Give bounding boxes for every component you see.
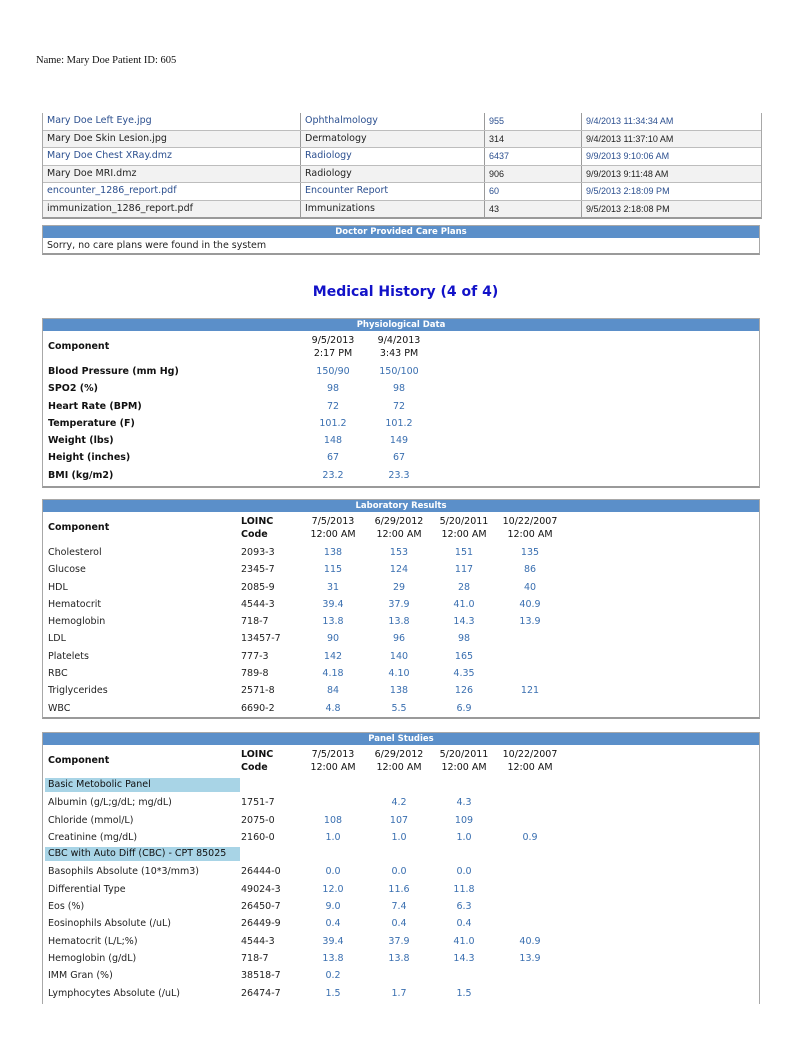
- result-value[interactable]: 150/100: [379, 366, 419, 377]
- date-column-header: [429, 748, 499, 774]
- date-column-header: [495, 748, 565, 774]
- result-value[interactable]: 135: [520, 547, 540, 558]
- result-value[interactable]: 126: [454, 685, 474, 697]
- result-value[interactable]: 0.4: [325, 918, 341, 930]
- component-name: Platelets: [48, 650, 89, 662]
- result-value[interactable]: 40.9: [519, 598, 541, 610]
- loinc-code: 6690-2: [241, 702, 275, 714]
- table-row: [43, 967, 759, 984]
- file-row: [43, 166, 761, 184]
- component-name: BMI (kg/m2): [48, 469, 114, 481]
- physiological-data-table: [43, 331, 759, 484]
- component-name: HDL: [48, 581, 68, 593]
- result-value[interactable]: 67: [392, 452, 406, 464]
- component-name: Cholesterol: [48, 547, 102, 558]
- panel-studies-panel: [42, 732, 760, 1004]
- panel-studies-header: Panel Studies: [43, 733, 759, 745]
- result-value[interactable]: 138: [323, 547, 343, 558]
- result-value[interactable]: 138: [389, 685, 409, 697]
- date-column-header: [364, 748, 434, 774]
- date-header-date: 6/29/2012: [374, 749, 424, 760]
- component-name: Hematocrit (L/L;%): [48, 935, 138, 947]
- result-value[interactable]: 4.18: [322, 668, 344, 680]
- table-header-row: [43, 331, 759, 363]
- table-row: [43, 380, 759, 397]
- file-row: [43, 113, 761, 131]
- table-row: [43, 467, 759, 484]
- component-header: Component: [48, 755, 110, 766]
- result-value[interactable]: 1.5: [456, 987, 472, 999]
- result-value[interactable]: 86: [523, 564, 537, 576]
- date-column-header: [429, 515, 499, 541]
- result-value[interactable]: 0.2: [325, 970, 341, 982]
- table-row: [43, 812, 759, 829]
- result-value[interactable]: 6.9: [456, 702, 472, 714]
- file-department[interactable]: Ophthalmology: [301, 113, 485, 130]
- table-row: [43, 648, 759, 665]
- file-row: [43, 148, 761, 166]
- loinc-header: [241, 515, 273, 541]
- result-value[interactable]: 1.5: [325, 987, 341, 999]
- component-name: Height (inches): [48, 452, 131, 464]
- result-value[interactable]: 108: [323, 814, 343, 826]
- component-name: Creatinine (mg/dL): [48, 831, 138, 843]
- file-date: 9/4/2013 11:34:34 AM: [586, 116, 674, 126]
- result-value[interactable]: 9.0: [325, 901, 341, 913]
- result-value[interactable]: 31: [326, 581, 340, 593]
- result-value[interactable]: 1.0: [391, 831, 407, 843]
- component-name: Glucose: [48, 564, 86, 576]
- loinc-code: 789-8: [241, 668, 269, 680]
- file-size: 955: [485, 113, 582, 130]
- component-header: Component: [48, 522, 110, 533]
- loinc-header-line: LOINC: [241, 749, 274, 760]
- component-name: Hematocrit: [48, 598, 102, 610]
- loinc-code: 13457-7: [241, 633, 281, 645]
- component-name: Basophils Absolute (10*3/mm3): [48, 866, 199, 878]
- result-value[interactable]: 13.8: [388, 952, 410, 964]
- loinc-code: 26474-7: [241, 987, 281, 999]
- result-value[interactable]: 67: [326, 452, 340, 464]
- result-value[interactable]: 41.0: [453, 598, 475, 610]
- result-value[interactable]: 0.9: [522, 831, 538, 843]
- result-value[interactable]: 107: [389, 814, 409, 826]
- loinc-header-line: LOINC: [241, 516, 274, 527]
- result-value[interactable]: 0.4: [456, 918, 472, 930]
- file-size: 60: [485, 183, 582, 200]
- date-header-time: 12:00 AM: [376, 762, 422, 773]
- result-value[interactable]: 124: [389, 564, 409, 576]
- physiological-data-header: Physiological Data: [43, 319, 759, 331]
- component-name: RBC: [48, 668, 68, 680]
- result-value[interactable]: 96: [392, 633, 406, 645]
- loinc-code: 2160-0: [241, 831, 275, 843]
- file-date: 9/5/2013 2:18:09 PM: [586, 186, 670, 196]
- component-name: Temperature (F): [48, 417, 135, 429]
- table-row: [43, 544, 759, 561]
- loinc-header-line: Code: [241, 529, 268, 540]
- date-header-time: 12:00 AM: [310, 762, 356, 773]
- component-name: LDL: [48, 633, 66, 645]
- file-name: Mary Doe Skin Lesion.jpg: [43, 131, 301, 148]
- result-value[interactable]: 4.2: [391, 797, 407, 809]
- table-row: [43, 363, 759, 380]
- table-row: [43, 561, 759, 578]
- loinc-code: 2085-9: [241, 581, 275, 593]
- result-value[interactable]: 11.8: [453, 883, 475, 895]
- table-row: [43, 398, 759, 415]
- date-header-date: 5/20/2011: [439, 749, 489, 760]
- result-value[interactable]: 28: [457, 581, 471, 593]
- loinc-code: 2075-0: [241, 814, 275, 826]
- file-department: Radiology: [301, 166, 485, 183]
- file-row: [43, 183, 761, 201]
- component-name: Hemoglobin: [48, 616, 106, 628]
- result-value[interactable]: 150/90: [316, 366, 350, 377]
- file-row: [43, 201, 761, 218]
- patient-info: Name: Mary Doe Patient ID: 605: [36, 55, 177, 66]
- file-name[interactable]: Mary Doe Chest XRay.dmz: [43, 148, 301, 165]
- table-row: [43, 915, 759, 932]
- table-row: [43, 682, 759, 699]
- result-value[interactable]: 101.2: [385, 417, 413, 429]
- result-value[interactable]: 12.0: [322, 883, 344, 895]
- loinc-code: 26449-9: [241, 918, 281, 930]
- result-value[interactable]: 13.9: [519, 952, 541, 964]
- table-row: [43, 613, 759, 630]
- file-name[interactable]: Mary Doe Left Eye.jpg: [43, 113, 301, 130]
- laboratory-results-panel: [42, 499, 760, 719]
- result-value[interactable]: 151: [454, 547, 474, 558]
- table-row: [43, 432, 759, 449]
- date-column-header: [298, 334, 368, 360]
- result-value[interactable]: 1.0: [325, 831, 341, 843]
- result-value[interactable]: 98: [326, 383, 340, 395]
- result-value[interactable]: 109: [454, 814, 474, 826]
- loinc-header-line: Code: [241, 762, 268, 773]
- date-header-date: 7/5/2013: [311, 749, 355, 760]
- result-value[interactable]: 13.9: [519, 616, 541, 628]
- file-size: 906: [485, 166, 582, 183]
- panel-group-label: Basic Metobolic Panel: [45, 778, 240, 792]
- result-value[interactable]: 1.7: [391, 987, 407, 999]
- result-value[interactable]: 72: [326, 400, 340, 412]
- result-value[interactable]: 7.4: [391, 901, 407, 913]
- table-row: [43, 985, 759, 1002]
- result-value[interactable]: 1.0: [456, 831, 472, 843]
- result-value[interactable]: 13.8: [322, 616, 344, 628]
- file-date: 9/9/2013 9:11:48 AM: [586, 168, 669, 179]
- loinc-code: 4544-3: [241, 598, 275, 610]
- table-row: [43, 449, 759, 466]
- group-row: [43, 846, 759, 863]
- table-row: [43, 881, 759, 898]
- result-value[interactable]: 98: [457, 633, 471, 645]
- table-row: [43, 950, 759, 967]
- component-name: Eosinophils Absolute (/uL): [48, 918, 172, 930]
- component-name: IMM Gran (%): [48, 970, 113, 982]
- section-title: Medical History (4 of 4): [312, 284, 499, 300]
- table-row: [43, 579, 759, 596]
- file-row: [43, 131, 761, 149]
- result-value[interactable]: 0.0: [325, 866, 341, 878]
- table-header-row: [43, 745, 759, 777]
- date-header-time: 3:43 PM: [379, 348, 419, 359]
- result-value[interactable]: 39.4: [322, 935, 344, 947]
- result-value[interactable]: 140: [389, 650, 409, 662]
- physiological-data-panel: [42, 318, 760, 488]
- file-department[interactable]: Radiology: [301, 148, 485, 165]
- laboratory-results-header: Laboratory Results: [43, 500, 759, 512]
- component-name: Lymphocytes Absolute (/uL): [48, 987, 181, 999]
- result-value[interactable]: 115: [323, 564, 343, 576]
- date-header-time: 12:00 AM: [376, 529, 422, 540]
- result-value[interactable]: 149: [389, 435, 409, 447]
- date-header-date: 10/22/2007: [502, 516, 558, 527]
- component-name: Albumin (g/L;g/dL; mg/dL): [48, 797, 172, 809]
- file-name: Mary Doe MRI.dmz: [43, 166, 301, 183]
- file-size: 43: [485, 201, 582, 218]
- component-name: Heart Rate (BPM): [48, 400, 142, 412]
- result-value[interactable]: 153: [389, 547, 409, 558]
- loinc-code: 26450-7: [241, 901, 281, 913]
- loinc-code: 2345-7: [241, 564, 275, 576]
- result-value[interactable]: 11.6: [388, 883, 410, 895]
- date-header-time: 12:00 AM: [507, 762, 553, 773]
- result-value[interactable]: 40: [523, 581, 537, 593]
- files-table: [42, 113, 762, 219]
- result-value[interactable]: 4.3: [456, 797, 472, 809]
- table-row: [43, 794, 759, 811]
- loinc-code: 2093-3: [241, 547, 275, 558]
- care-plans-message: Sorry, no care plans were found in the system: [47, 240, 267, 251]
- component-name: WBC: [48, 702, 71, 714]
- result-value[interactable]: 4.35: [453, 668, 475, 680]
- result-value[interactable]: 40.9: [519, 935, 541, 947]
- result-value[interactable]: 37.9: [388, 935, 410, 947]
- table-row: [43, 596, 759, 613]
- component-header: Component: [48, 341, 110, 352]
- date-header-date: 5/20/2011: [439, 516, 489, 527]
- date-header-date: 7/5/2013: [311, 516, 355, 527]
- result-value[interactable]: 23.3: [388, 469, 410, 481]
- result-value[interactable]: 6.3: [456, 901, 472, 913]
- date-header-time: 12:00 AM: [441, 529, 487, 540]
- date-header-time: 12:00 AM: [507, 529, 553, 540]
- result-value[interactable]: 13.8: [388, 616, 410, 628]
- result-value[interactable]: 117: [454, 564, 474, 576]
- date-header-time: 12:00 AM: [310, 529, 356, 540]
- date-header-date: 6/29/2012: [374, 516, 424, 527]
- loinc-code: 1751-7: [241, 797, 275, 809]
- date-column-header: [298, 748, 368, 774]
- component-name: Weight (lbs): [48, 435, 114, 447]
- date-header-date: 9/5/2013: [311, 335, 355, 346]
- care-plans-header: Doctor Provided Care Plans: [43, 226, 759, 238]
- result-value[interactable]: 142: [323, 650, 343, 662]
- table-row: [43, 933, 759, 950]
- laboratory-results-table: [43, 512, 759, 717]
- result-value[interactable]: 14.3: [453, 616, 475, 628]
- result-value[interactable]: 14.3: [453, 952, 475, 964]
- component-name: Triglycerides: [48, 685, 108, 697]
- result-value[interactable]: 84: [326, 685, 340, 697]
- loinc-code: 718-7: [241, 616, 269, 628]
- loinc-code: 38518-7: [241, 970, 281, 982]
- table-row: [43, 863, 759, 880]
- result-value[interactable]: 5.5: [391, 702, 407, 714]
- result-value[interactable]: 39.4: [322, 598, 344, 610]
- file-size: 314: [485, 131, 582, 148]
- result-value[interactable]: 13.8: [322, 952, 344, 964]
- result-value[interactable]: 0.4: [391, 918, 407, 930]
- panel-group-label: CBC with Auto Diff (CBC) - CPT 85025: [45, 847, 240, 861]
- result-value[interactable]: 98: [392, 383, 406, 395]
- file-department[interactable]: Encounter Report: [301, 183, 485, 200]
- component-name: Hemoglobin (g/dL): [48, 952, 137, 964]
- table-row: [43, 665, 759, 682]
- component-name: Blood Pressure (mm Hg): [48, 366, 179, 377]
- date-header-date: 10/22/2007: [502, 749, 558, 760]
- result-value[interactable]: 4.10: [388, 668, 410, 680]
- result-value[interactable]: 148: [323, 435, 343, 447]
- date-column-header: [364, 515, 434, 541]
- result-value[interactable]: 101.2: [319, 417, 347, 429]
- date-header-time: 12:00 AM: [441, 762, 487, 773]
- component-name: Differential Type: [48, 883, 126, 895]
- table-row: [43, 898, 759, 915]
- file-name[interactable]: encounter_1286_report.pdf: [43, 183, 301, 200]
- result-value[interactable]: 72: [392, 400, 406, 412]
- result-value[interactable]: 4.8: [325, 702, 341, 714]
- loinc-code: 49024-3: [241, 883, 281, 895]
- file-date: 9/4/2013 11:37:10 AM: [586, 133, 674, 144]
- date-column-header: [364, 334, 434, 360]
- loinc-header: [241, 748, 273, 774]
- date-header-time: 2:17 PM: [313, 348, 353, 359]
- panel-studies-table: [43, 745, 759, 1002]
- table-row: [43, 700, 759, 717]
- result-value[interactable]: 0.0: [456, 866, 472, 878]
- file-date: 9/9/2013 9:10:06 AM: [586, 151, 670, 161]
- loinc-code: 2571-8: [241, 685, 275, 697]
- care-plans-panel: [42, 225, 760, 255]
- file-size: 6437: [485, 148, 582, 165]
- component-name: Eos (%): [48, 901, 85, 913]
- result-value[interactable]: 165: [454, 650, 474, 662]
- component-name: Chloride (mmol/L): [48, 814, 134, 826]
- loinc-code: 26444-0: [241, 866, 281, 878]
- table-header-row: [43, 512, 759, 544]
- date-column-header: [298, 515, 368, 541]
- result-value[interactable]: 41.0: [453, 935, 475, 947]
- component-name: SPO2 (%): [48, 383, 99, 395]
- table-row: [43, 415, 759, 432]
- loinc-code: 777-3: [241, 650, 269, 662]
- result-value[interactable]: 37.9: [388, 598, 410, 610]
- result-value[interactable]: 29: [392, 581, 406, 593]
- file-name: immunization_1286_report.pdf: [43, 201, 301, 218]
- loinc-code: 4544-3: [241, 935, 275, 947]
- file-date: 9/5/2013 2:18:08 PM: [586, 203, 670, 214]
- result-value[interactable]: 121: [520, 685, 540, 697]
- result-value[interactable]: 90: [326, 633, 340, 645]
- loinc-code: 718-7: [241, 952, 269, 964]
- table-row: [43, 829, 759, 846]
- file-department: Immunizations: [301, 201, 485, 218]
- group-row: [43, 777, 759, 794]
- result-value[interactable]: 23.2: [322, 469, 344, 481]
- date-header-date: 9/4/2013: [377, 335, 421, 346]
- date-column-header: [495, 515, 565, 541]
- table-row: [43, 630, 759, 647]
- file-department: Dermatology: [301, 131, 485, 148]
- result-value[interactable]: 0.0: [391, 866, 407, 878]
